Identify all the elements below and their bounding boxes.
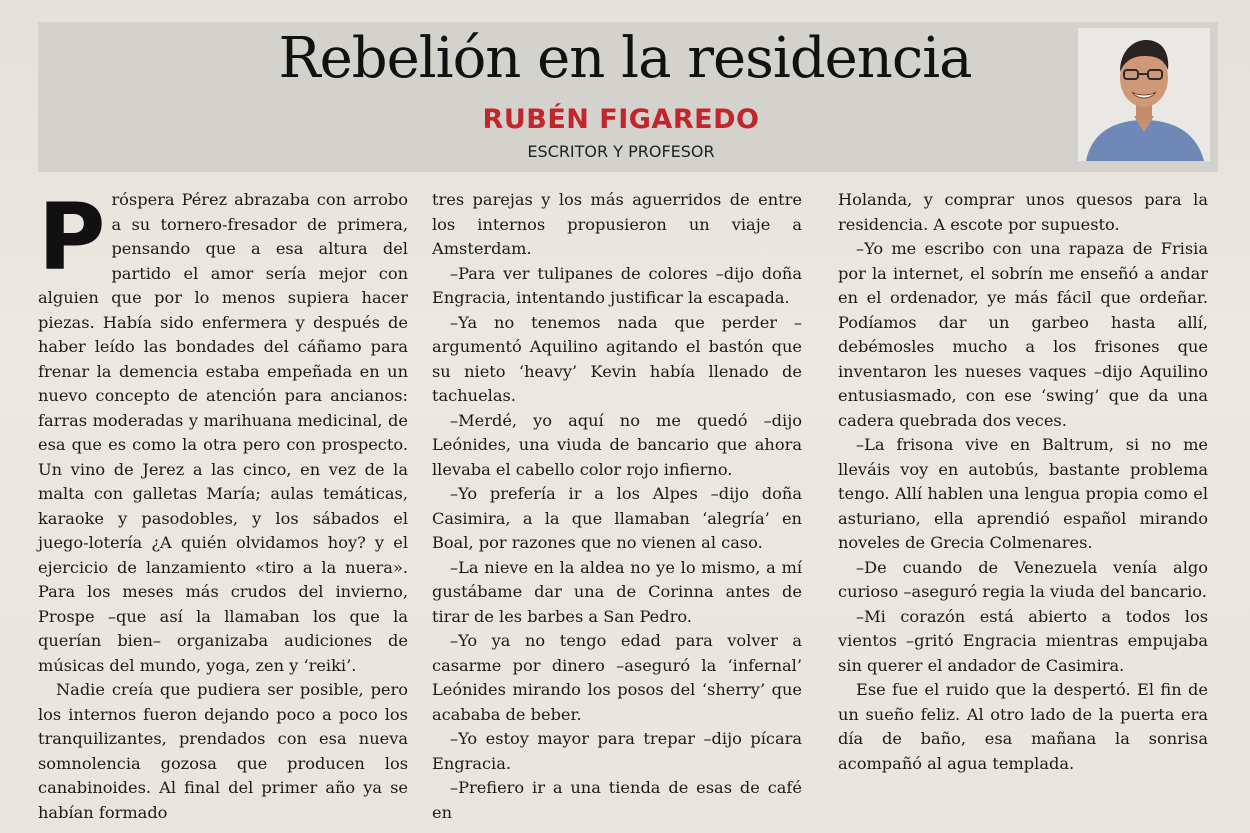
paragraph: –Merdé, yo aquí no me quedó –dijo Leónides, una viuda de bancario que ahora llevaba el cabello color rojo infierno. xyxy=(432,410,802,479)
paragraph: –Yo ya no tengo edad para volver a casarme por dinero –aseguró la ‘infernal’ Leónides mirando los posos del ‘sherry’ que acababa de beber. xyxy=(432,631,802,724)
paragraph: Holanda, y comprar unos quesos para la residencia. A escote por supuesto. xyxy=(838,190,1208,234)
paragraph: –Yo prefería ir a los Alpes –dijo doña Casimira, a la que llamaban ‘alegría’ en Boal, por razones que no vienen al caso. xyxy=(432,484,802,552)
drop-cap: P xyxy=(38,184,106,291)
column-3 xyxy=(838,188,1208,776)
paragraph: –Ya no tenemos nada que perder –argumentó Aquilino agitando el bastón que su nieto ‘heavy’ Kevin había llenado de tachuelas. xyxy=(432,312,802,405)
paragraph: róspera Pérez abrazaba con arrobo a su tornero-fresador de primera, pensando que a esa altura del partido el amor sería mejor con alguien que por lo menos supiera hacer piezas. Había sido enfermera y después de haber leído las bondades del cáñamo para frenar la demencia estaba empeñada en un nuevo concepto de atención para ancianos: farras moderadas y marihuana medicinal, de esa que es como la otra pero con prospecto. Un vino de Jerez a las cinco, en vez de la malta con galletas María; aulas temáticas, karaoke y pasodobles, y los sábados el juego-lotería ¿A quién olvidamos hoy? y el ejercicio de lanzamiento «tiro a la nuera». Para los meses más crudos del invierno, Prospe –que así la llamaban los que la querían bien– organizaba audiciones de músicas del mundo, yoga, zen y ‘reiki’. xyxy=(38,190,408,675)
paragraph: tres parejas y los más aguerridos de entre los internos propusieron un viaje a Amsterdam. xyxy=(432,190,802,258)
paragraph: –Yo me escribo con una rapaza de Frisia por la internet, el sobrín me enseñó a andar en el ordenador, ye más fácil que ordeñar. Podíamos dar un garbeo hasta allí, debémosles mucho a los frisones que inventaron les nueses vaques –dijo Aquilino entusiasmado, con ese ‘swing’ que da una cadera quebrada dos veces. xyxy=(838,239,1208,430)
author-name: RUBÉN FIGAREDO xyxy=(482,104,760,135)
article-body xyxy=(38,184,1223,822)
author-role: ESCRITOR Y PROFESOR xyxy=(527,142,715,161)
paragraph: –Prefiero ir a una tienda de esas de café en xyxy=(432,778,802,822)
paragraph: Nadie creía que pudiera ser posible, pero los internos fueron dejando poco a poco los tranquilizantes, prendados con esa nueva somnolencia gozosa que producen los canabinoides. Al final del primer año ya se habían formado xyxy=(38,680,408,822)
column-2 xyxy=(432,188,802,825)
paragraph: –De cuando de Venezuela venía algo curioso –aseguró regia la viuda del bancario. xyxy=(838,557,1208,601)
paragraph: –La frisona vive en Baltrum, si no me lleváis voy en autobús, bastante problema tengo. Allí hablen una lengua propia como el asturiano, ella aprendió español mirando noveles de Grecia Colmenares. xyxy=(838,435,1208,552)
paragraph: –Mi corazón está abierto a todos los vientos –gritó Engracia mientras empujaba sin querer el andador de Casimira. xyxy=(838,606,1208,675)
paragraph: –La nieve en la aldea no ye lo mismo, a mí gustábame dar una de Corinna antes de tirar de les barbes a San Pedro. xyxy=(432,557,802,626)
article-title: Rebelión en la residencia xyxy=(278,26,972,91)
author-photo xyxy=(1078,28,1210,161)
paragraph: Ese fue el ruido que la despertó. El fin de un sueño feliz. Al otro lado de la puerta era día de baño, esa mañana la sonrisa acompañó al agua templada. xyxy=(838,680,1208,773)
paragraph: –Para ver tulipanes de colores –dijo doña Engracia, intentando justificar la escapada. xyxy=(432,263,802,307)
column-1 xyxy=(38,184,408,825)
paragraph: –Yo estoy mayor para trepar –dijo pícara Engracia. xyxy=(432,729,802,773)
